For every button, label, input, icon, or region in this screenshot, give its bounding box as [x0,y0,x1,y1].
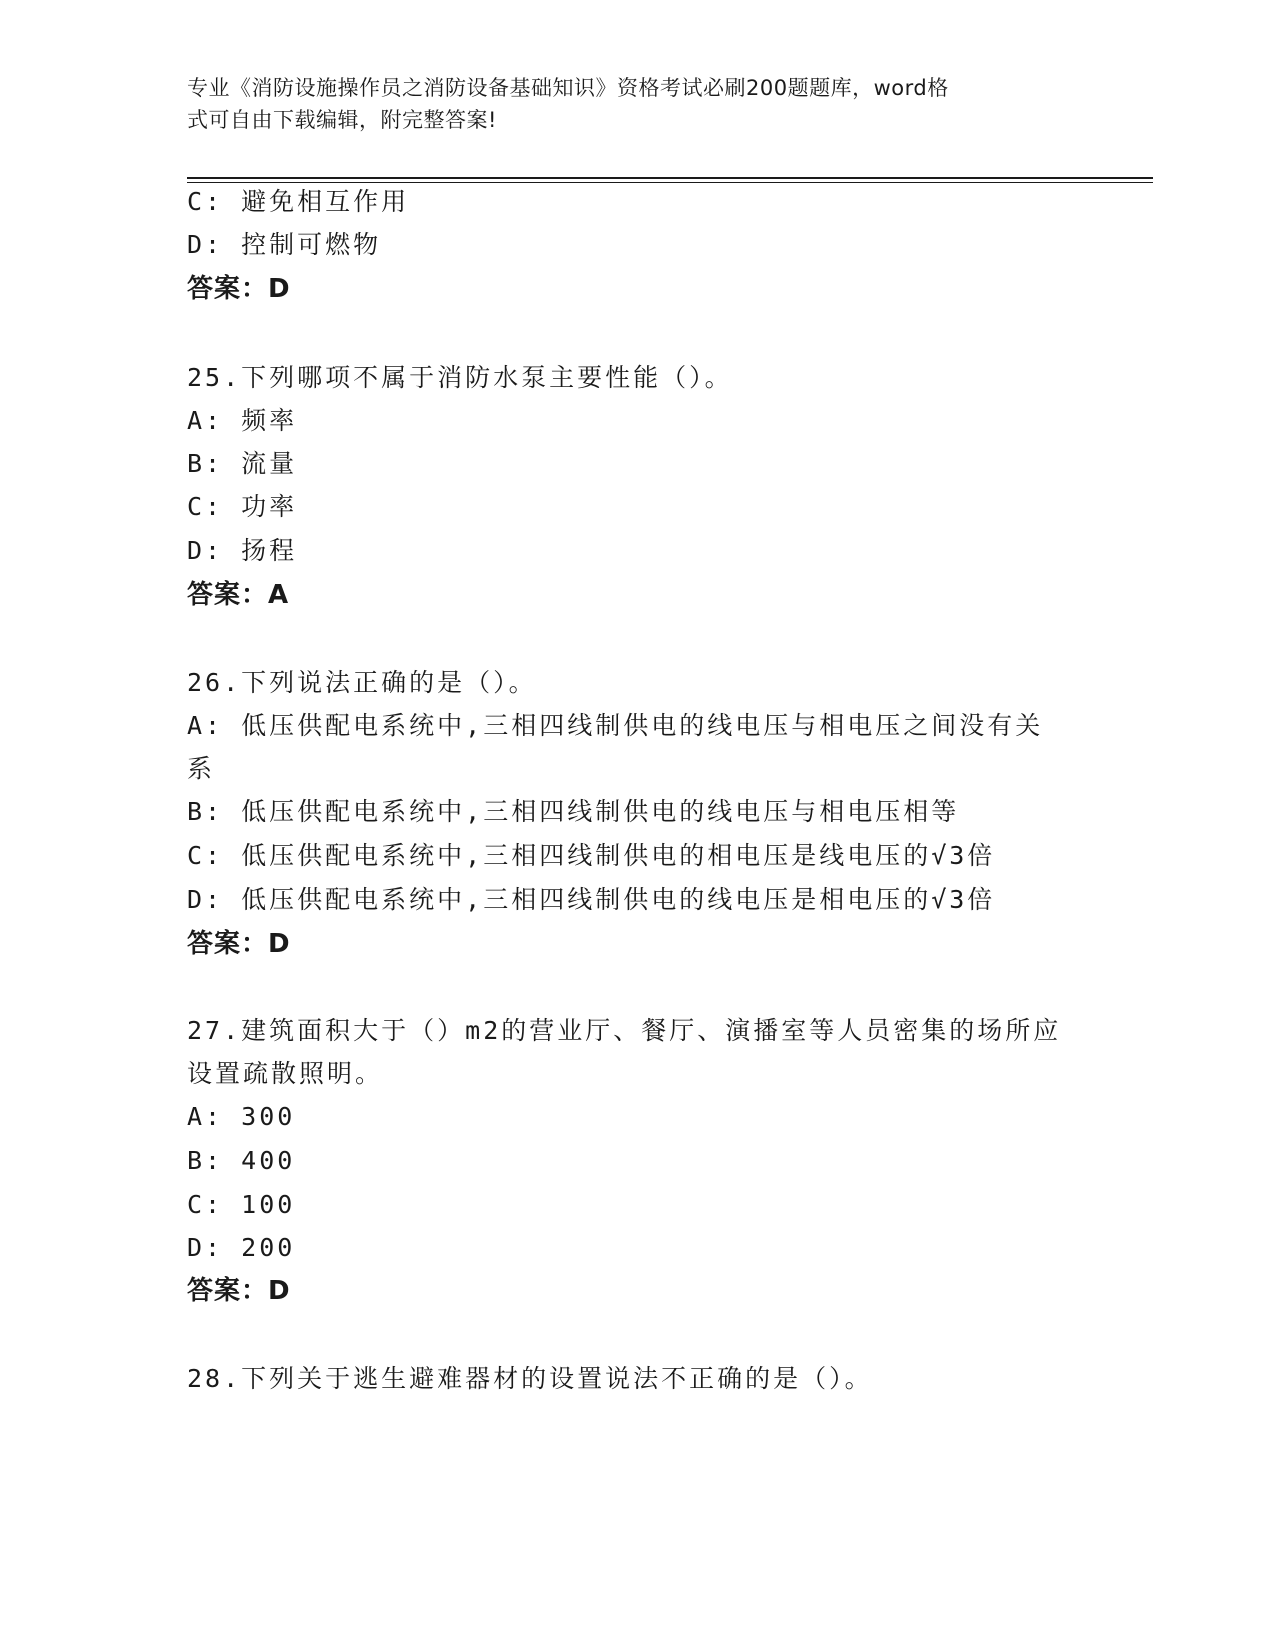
header-line-2: 式可自由下载编辑，附完整答案! [187,108,497,132]
q25-answer: 答案：A [187,580,290,610]
q26-option-a-line-2: 系 [187,754,216,783]
header-divider-thick [187,177,1153,179]
header-line-1: 专业《消防设施操作员之消防设备基础知识》资格考试必刷200题题库，word格 [187,76,949,100]
q25-stem: 25.下列哪项不属于消防水泵主要性能（）。 [187,363,733,392]
q27-answer: 答案：D [187,1276,291,1306]
q28-stem: 28.下列关于逃生避难器材的设置说法不正确的是（）。 [187,1364,873,1393]
document-header [187,72,1067,136]
prev-answer: 答案：D [187,274,291,304]
q27-stem-line-1: 27.建筑面积大于（）m2的营业厅、餐厅、演播室等人员密集的场所应 [187,1016,1062,1045]
q26-option-c: C: 低压供配电系统中,三相四线制供电的相电压是线电压的√3倍 [187,841,996,870]
q27-option-b: B: 400 [187,1146,296,1175]
q26-option-b: B: 低压供配电系统中,三相四线制供电的线电压与相电压相等 [187,797,960,826]
prev-option-d: D: 控制可燃物 [187,230,382,259]
q27-option-d: D: 200 [187,1233,296,1262]
q26-option-a-line-1: A: 低压供配电系统中,三相四线制供电的线电压与相电压之间没有关 [187,711,1044,740]
q27-option-a: A: 300 [187,1102,296,1131]
q26-option-d: D: 低压供配电系统中,三相四线制供电的线电压是相电压的√3倍 [187,885,996,914]
q25-option-b: B: 流量 [187,449,298,478]
q25-option-a: A: 频率 [187,406,298,435]
q25-option-d: D: 扬程 [187,536,298,565]
q25-option-c: C: 功率 [187,492,298,521]
q27-stem-line-2: 设置疏散照明。 [187,1059,384,1088]
header-divider-thin [187,182,1153,183]
q26-answer: 答案：D [187,929,291,959]
q27-option-c: C: 100 [187,1190,296,1219]
prev-option-c: C: 避免相互作用 [187,187,410,216]
q26-stem: 26.下列说法正确的是（）。 [187,668,537,697]
